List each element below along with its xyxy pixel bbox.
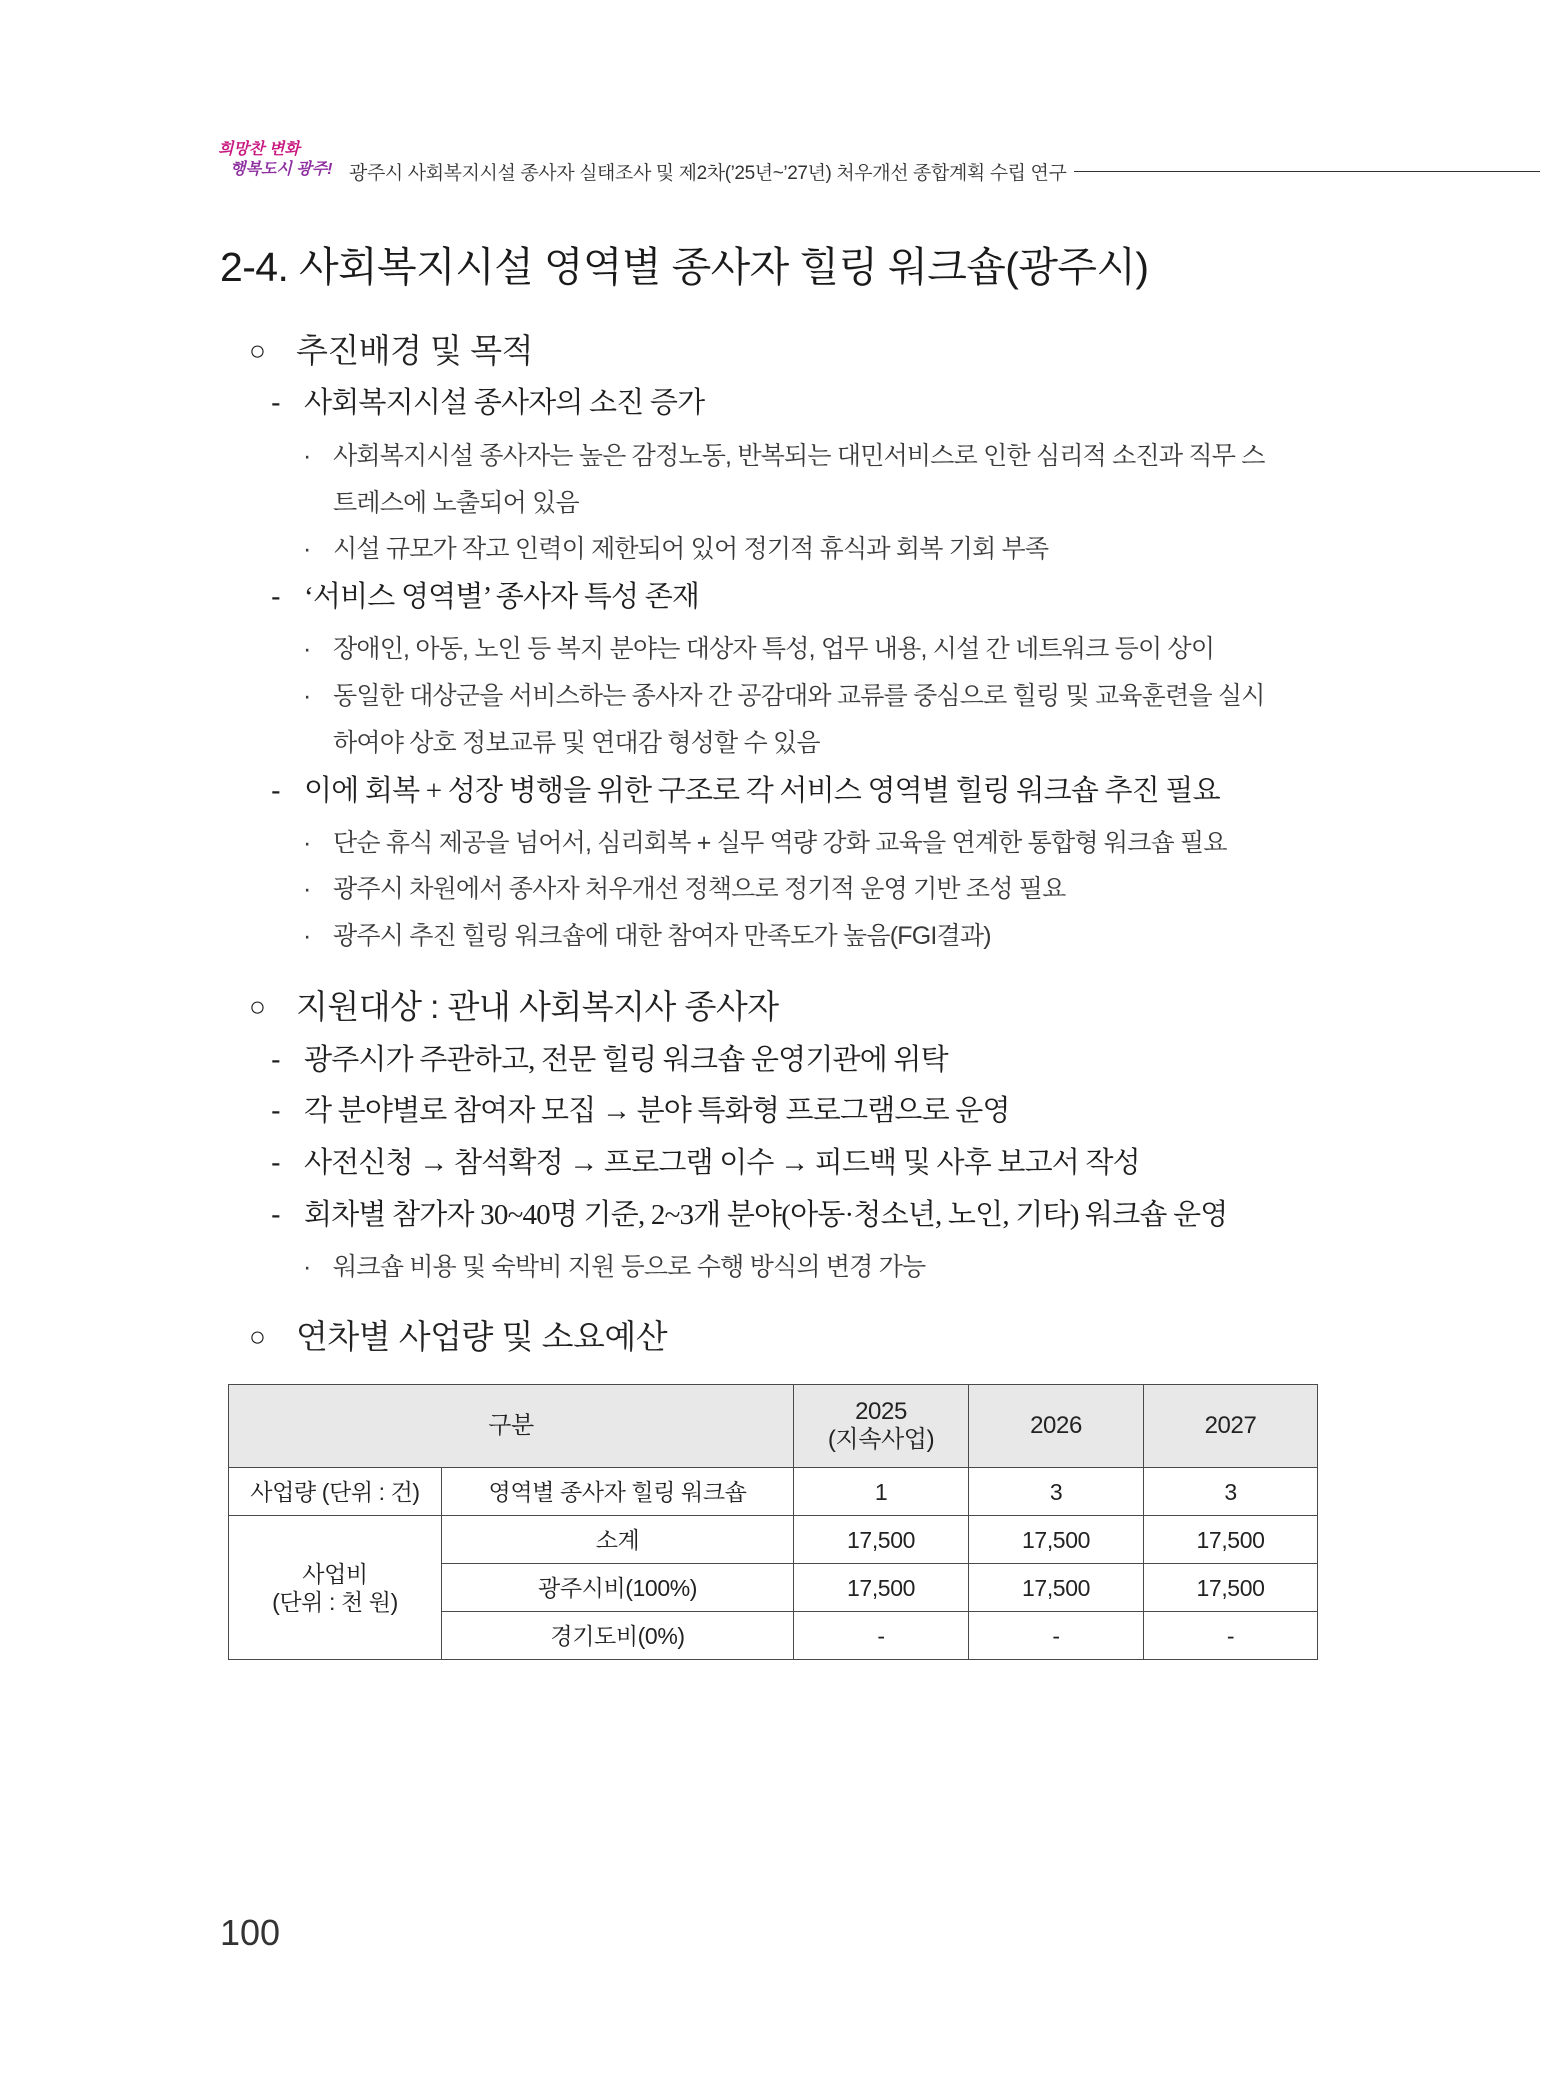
- table-header-category: 구분: [229, 1385, 794, 1468]
- table-row: [229, 1468, 1318, 1516]
- bullet-item: [303, 531, 1048, 567]
- bullet-item: [303, 825, 1227, 861]
- dot-marker: ·: [303, 922, 311, 950]
- list-item: [271, 1091, 1010, 1131]
- bullet-text: 장애인, 아동, 노인 등 복지 분야는 대상자 특성, 업무 내용, 시설 간 네트워크 등이 상이: [333, 635, 1215, 663]
- list-item: [271, 1195, 1228, 1235]
- dash-marker: -: [271, 1095, 280, 1127]
- bullet-text: 트레스에 노출되어 있음: [333, 489, 579, 517]
- bullet-item: [303, 918, 991, 954]
- heading-text: 지원대상 : 관내 사회복지사 종사자: [296, 988, 779, 1025]
- heading-text: 추진배경 및 목적: [296, 332, 533, 369]
- slogan-logo: [218, 140, 344, 186]
- bullet-text: 광주시 추진 힐링 워크숍에 대한 참여자 만족도가 높음(FGI결과): [333, 922, 991, 950]
- table-cell: 17,500: [794, 1516, 969, 1564]
- table-cell: 17,500: [1144, 1564, 1318, 1612]
- dot-marker: ·: [303, 1253, 311, 1281]
- bullet-text: 하여야 상호 정보교류 및 연대감 형성할 수 있음: [333, 729, 820, 757]
- dot-marker: ·: [303, 535, 311, 563]
- bullet-continuation: [333, 485, 579, 521]
- logo-line-1: 희망찬 변화: [218, 141, 300, 158]
- list-item-text: 광주시가 주관하고, 전문 힐링 워크숍 운영기관에 위탁: [304, 1044, 948, 1076]
- table-cell: -: [794, 1612, 969, 1660]
- table-cell: 1: [794, 1468, 969, 1516]
- bullet-item: [303, 871, 1065, 907]
- running-header: [349, 159, 1540, 183]
- dot-marker: ·: [303, 875, 311, 903]
- row-item: 경기도비(0%): [442, 1612, 794, 1660]
- dot-marker: ·: [303, 442, 311, 470]
- list-item-text: 회차별 참가자 30~40명 기준, 2~3개 분야(아동·청소년, 노인, 기타) 워크숍 운영: [304, 1199, 1228, 1231]
- table-cell: -: [1144, 1612, 1318, 1660]
- dot-marker: ·: [303, 635, 311, 663]
- table-header-year: 2027: [1144, 1385, 1318, 1468]
- row-label: [229, 1516, 442, 1660]
- row-item: 소계: [442, 1516, 794, 1564]
- list-item: [271, 577, 699, 617]
- dash-marker: -: [271, 775, 280, 807]
- table-header-year: [794, 1385, 969, 1468]
- list-item-text: 사전신청 → 참석확정 → 프로그램 이수 → 피드백 및 사후 보고서 작성: [304, 1147, 1140, 1179]
- list-item-text: 사회복지시설 종사자의 소진 증가: [304, 387, 705, 419]
- row-label-line: (단위 : 천 원): [272, 1588, 398, 1615]
- table-cell: 3: [1144, 1468, 1318, 1516]
- year-note: (지속사업): [827, 1426, 935, 1453]
- list-item-text: 이에 회복 + 성장 병행을 위한 구조로 각 서비스 영역별 힐링 워크숍 추진 필요: [304, 775, 1220, 807]
- table-header-row: [229, 1385, 1318, 1468]
- bullet-text: 워크숍 비용 및 숙박비 지원 등으로 수행 방식의 변경 가능: [333, 1253, 926, 1281]
- bullet-text: 시설 규모가 작고 인력이 제한되어 있어 정기적 휴식과 회복 기회 부족: [333, 535, 1049, 563]
- list-item-text: ‘서비스 영역별’ 종사자 특성 존재: [304, 581, 700, 613]
- heading-text: 연차별 사업량 및 소요예산: [296, 1318, 668, 1355]
- bullet-item: [303, 1249, 925, 1285]
- header-rule: [1074, 171, 1540, 172]
- logo-line-2: 행복도시 광주!: [230, 161, 333, 178]
- list-item: [271, 771, 1220, 811]
- row-item: 영역별 종사자 힐링 워크숍: [442, 1468, 794, 1516]
- table-cell: 17,500: [969, 1516, 1144, 1564]
- bullet-text: 사회복지시설 종사자는 높은 감정노동, 반복되는 대민서비스로 인한 심리적 소진과 직무 스: [333, 442, 1265, 470]
- list-item-text: 각 분야별로 참여자 모집 → 분야 특화형 프로그램으로 운영: [304, 1095, 1010, 1127]
- circle-marker: ○: [249, 991, 266, 1022]
- running-title: 광주시 사회복지시설 종사자 실태조사 및 제2차(’25년~’27년) 처우개선 종합계획 수립 연구: [349, 162, 1067, 184]
- dash-marker: -: [271, 581, 280, 613]
- circle-marker: ○: [249, 1321, 266, 1352]
- list-item: [271, 1143, 1140, 1183]
- bullet-text: 단순 휴식 제공을 넘어서, 심리회복 + 실무 역량 강화 교육을 연계한 통합형 워크숍 필요: [333, 829, 1227, 857]
- heading-budget: [249, 1315, 667, 1359]
- table-header-year: 2026: [969, 1385, 1144, 1468]
- list-item: [271, 383, 704, 423]
- table-cell: -: [969, 1612, 1144, 1660]
- row-label: 사업량 (단위 : 건): [229, 1468, 442, 1516]
- bullet-item: [303, 438, 1265, 474]
- heading-target: [249, 985, 779, 1029]
- budget-table: [228, 1384, 1318, 1660]
- row-label-line: 사업비: [302, 1560, 368, 1587]
- table-cell: 17,500: [794, 1564, 969, 1612]
- year-label: 2025: [855, 1398, 907, 1425]
- table-row: [229, 1516, 1318, 1564]
- bullet-text: 동일한 대상군을 서비스하는 종사자 간 공감대와 교류를 중심으로 힐링 및 교육훈련을 실시: [333, 682, 1265, 710]
- page-number: 100: [220, 1912, 281, 1953]
- section-title: 2-4. 사회복지시설 영역별 종사자 힐링 워크숍(광주시): [220, 244, 1149, 290]
- dot-marker: ·: [303, 682, 311, 710]
- dash-marker: -: [271, 1044, 280, 1076]
- dash-marker: -: [271, 387, 280, 419]
- row-item: 광주시비(100%): [442, 1564, 794, 1612]
- dot-marker: ·: [303, 829, 311, 857]
- table-cell: 17,500: [1144, 1516, 1318, 1564]
- dash-marker: -: [271, 1199, 280, 1231]
- list-item: [271, 1040, 948, 1080]
- bullet-item: [303, 631, 1214, 667]
- bullet-continuation: [333, 725, 820, 761]
- bullet-item: [303, 678, 1265, 714]
- table-cell: 17,500: [969, 1564, 1144, 1612]
- bullet-text: 광주시 차원에서 종사자 처우개선 정책으로 정기적 운영 기반 조성 필요: [333, 875, 1066, 903]
- circle-marker: ○: [249, 335, 266, 366]
- heading-background: [249, 329, 533, 373]
- dash-marker: -: [271, 1147, 280, 1179]
- table-cell: 3: [969, 1468, 1144, 1516]
